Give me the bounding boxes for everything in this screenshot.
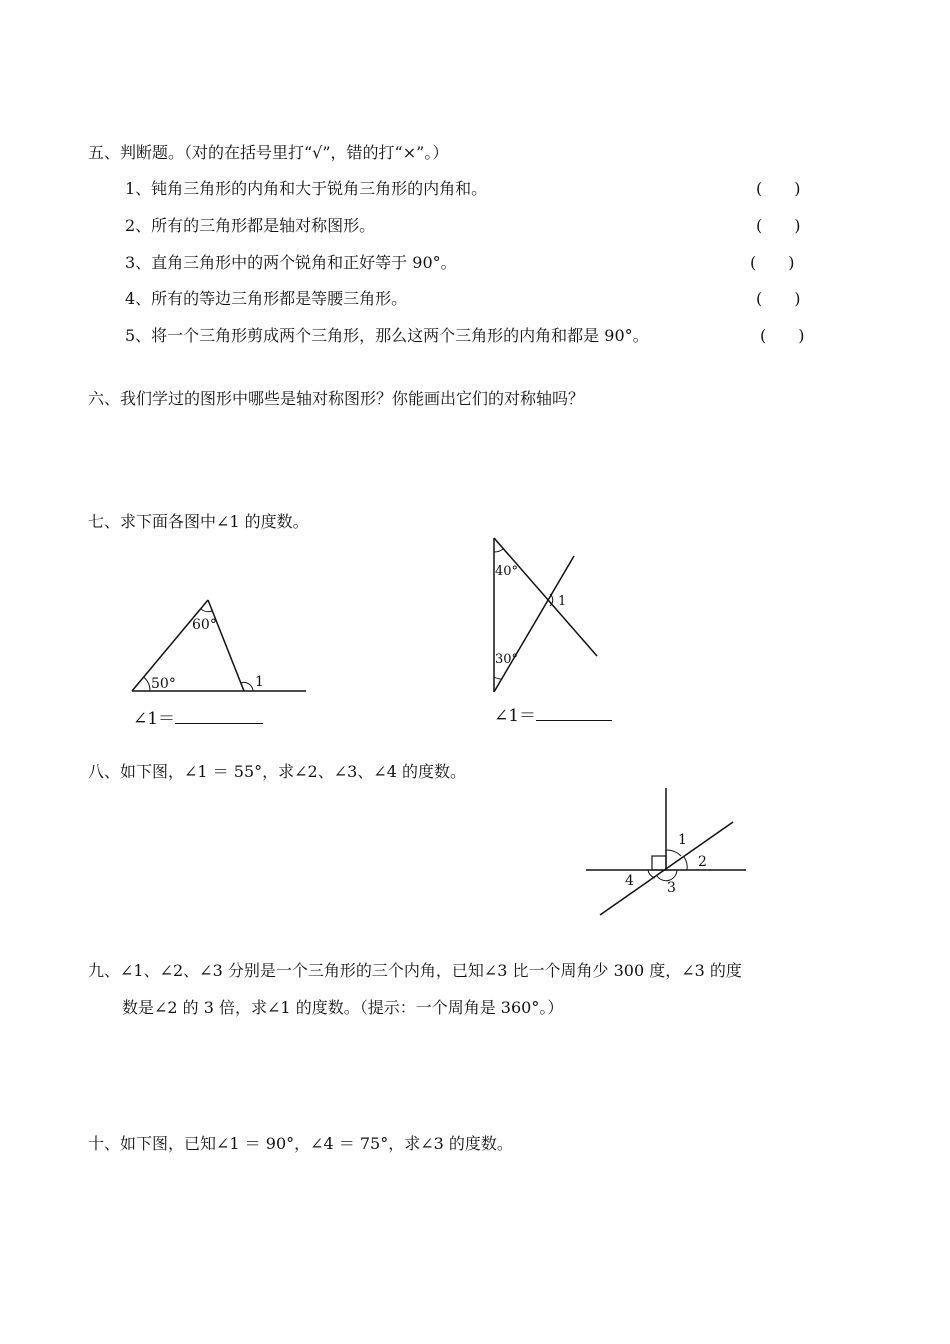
section9-line2: 数是∠2 的 3 倍，求∠1 的度数。（提示：一个周角是 360°。） [122, 998, 564, 1017]
fig7b-angle1-label: 1 [558, 594, 567, 609]
fig7a-answer-label: ∠1＝ [133, 709, 176, 729]
fig8-angle3-label: 3 [667, 880, 676, 896]
section9-line1: 九、∠1、∠2、∠3 分别是一个三角形的三个内角，已知∠3 比一个周角少 300 度，∠3 的度 [88, 961, 742, 980]
section5-heading: 五、判断题。（对的在括号里打“√”，错的打“×”。） [88, 143, 449, 162]
s5-item-2: 2、所有的三角形都是轴对称图形。 [125, 216, 376, 235]
section6-heading: 六、我们学过的图形中哪些是轴对称图形？你能画出它们的对称轴吗？ [88, 389, 585, 408]
fig7a-left-angle-label: 50° [151, 676, 176, 692]
fig8-angle1-label: 1 [678, 832, 687, 848]
section8-heading: 八、如下图，∠1 ＝ 55°，求∠2、∠3、∠4 的度数。 [88, 762, 466, 781]
section10-heading: 十、如下图，已知∠1 ＝ 90°，∠4 ＝ 75°，求∠3 的度数。 [88, 1134, 513, 1153]
s5-item-5: 5、将一个三角形剪成两个三角形，那么这两个三角形的内角和都是 90°。 [125, 326, 649, 345]
fig7b-answer-label: ∠1＝ [494, 706, 537, 726]
fig7b-top-angle-label: 40° [495, 564, 519, 579]
fig7a-top-angle-label: 60° [192, 617, 217, 633]
s5-answer-paren-2[interactable]: ( ) [756, 216, 801, 235]
s5-answer-paren-1[interactable]: ( ) [756, 179, 801, 198]
s5-item-1: 1、钝角三角形的内角和大于锐角三角形的内角和。 [125, 179, 488, 198]
fig7a-angle1-label: 1 [255, 674, 264, 690]
s5-item-4: 4、所有的等边三角形都是等腰三角形。 [125, 289, 408, 308]
section7-heading: 七、求下面各图中∠1 的度数。 [88, 512, 309, 531]
s5-answer-paren-3[interactable]: ( ) [750, 253, 795, 272]
s5-item-3: 3、直角三角形中的两个锐角和正好等于 90°。 [125, 253, 457, 272]
fig7b-bottom-angle-label: 30° [495, 652, 519, 667]
s5-answer-paren-4[interactable]: ( ) [756, 289, 801, 308]
fig8-angle2-label: 2 [698, 854, 707, 870]
s5-answer-paren-5[interactable]: ( ) [760, 326, 805, 345]
fig8-angle4-label: 4 [625, 873, 634, 889]
